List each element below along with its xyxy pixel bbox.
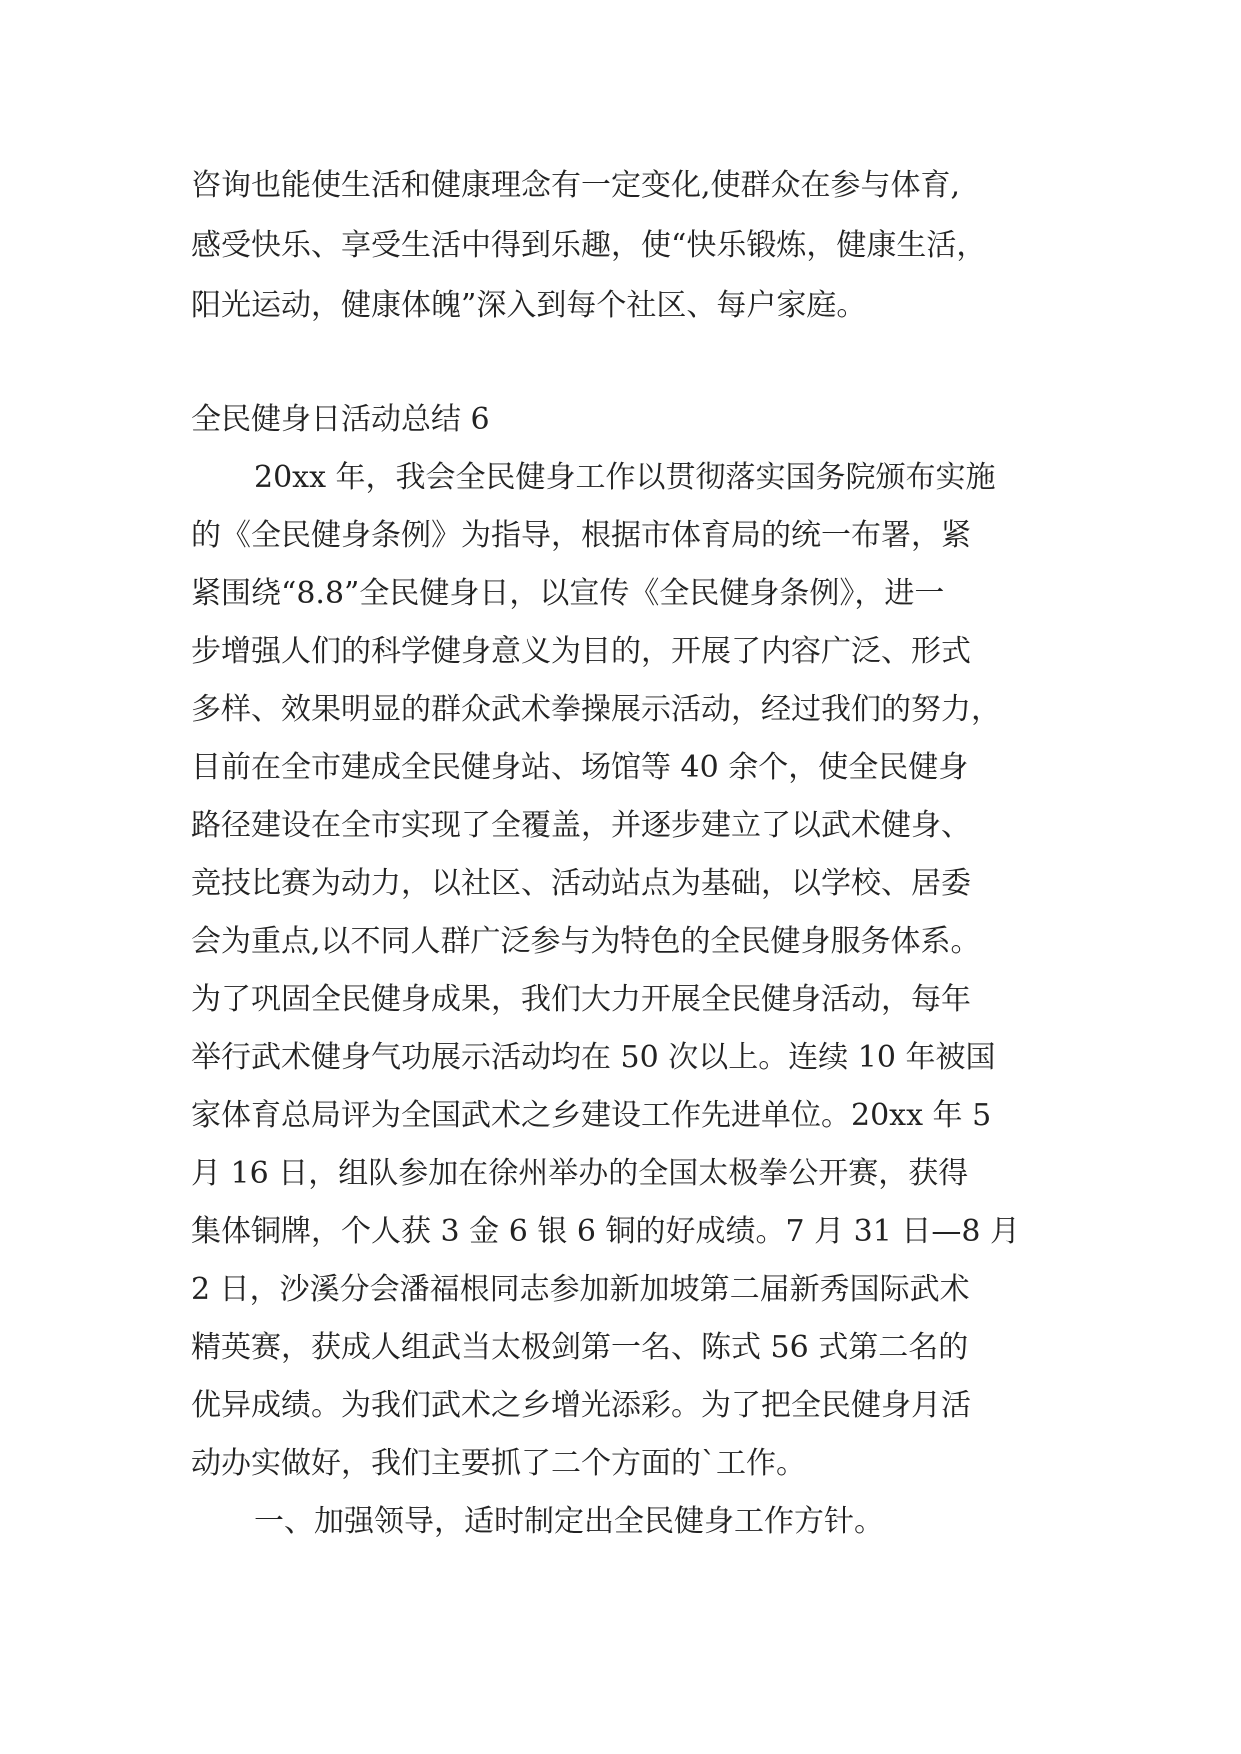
paragraph-line: 会为重点,以不同人群广泛参与为特色的全民健身服务体系。 <box>191 924 981 959</box>
paragraph-line: 为了巩固全民健身成果，我们大力开展全民健身活动，每年 <box>191 982 971 1017</box>
section-title: 全民健身日活动总结 6 <box>191 402 490 437</box>
paragraph-line: 感受快乐、享受生活中得到乐趣，使“快乐锻炼，健康生活， <box>191 228 987 263</box>
paragraph-line: 优异成绩。为我们武术之乡增光添彩。为了把全民健身月活 <box>191 1388 971 1423</box>
paragraph-line: 紧围绕“8.8”全民健身日，以宣传《全民健身条例》，进一 <box>191 576 945 611</box>
paragraph-line: 多样、效果明显的群众武术拳操展示活动，经过我们的努力， <box>191 692 1001 727</box>
paragraph-line: 咨询也能使生活和健康理念有一定变化,使群众在参与体育, <box>191 168 961 203</box>
paragraph-line: 月 16 日，组队参加在徐州举办的全国太极拳公开赛，获得 <box>191 1156 969 1191</box>
paragraph-line: 举行武术健身气功展示活动均在 50 次以上。连续 10 年被国 <box>191 1040 996 1075</box>
paragraph-line: 家体育总局评为全国武术之乡建设工作先进单位。20xx 年 5 <box>191 1098 992 1133</box>
paragraph-line: 的《全民健身条例》为指导，根据市体育局的统一布署，紧 <box>191 518 971 553</box>
subheading: 一、加强领导，适时制定出全民健身工作方针。 <box>254 1504 884 1539</box>
paragraph-line: 精英赛，获成人组武当太极剑第一名、陈式 56 式第二名的 <box>191 1330 969 1365</box>
paragraph-line: 阳光运动，健康体魄”深入到每个社区、每户家庭。 <box>191 288 867 323</box>
paragraph-line: 目前在全市建成全民健身站、场馆等 40 余个，使全民健身 <box>191 750 969 785</box>
paragraph-line: 步增强人们的科学健身意义为目的，开展了内容广泛、形式 <box>191 634 971 669</box>
paragraph-line: 动办实做好，我们主要抓了二个方面的`工作。 <box>191 1446 806 1481</box>
paragraph-line: 竞技比赛为动力，以社区、活动站点为基础，以学校、居委 <box>191 866 971 901</box>
paragraph-line: 20xx 年，我会全民健身工作以贯彻落实国务院颁布实施 <box>254 460 996 495</box>
paragraph-line: 路径建设在全市实现了全覆盖，并逐步建立了以武术健身、 <box>191 808 971 843</box>
paragraph-line: 2 日，沙溪分会潘福根同志参加新加坡第二届新秀国际武术 <box>191 1272 970 1307</box>
paragraph-line: 集体铜牌，个人获 3 金 6 银 6 铜的好成绩。7 月 31 日—8 月 <box>191 1214 1020 1249</box>
